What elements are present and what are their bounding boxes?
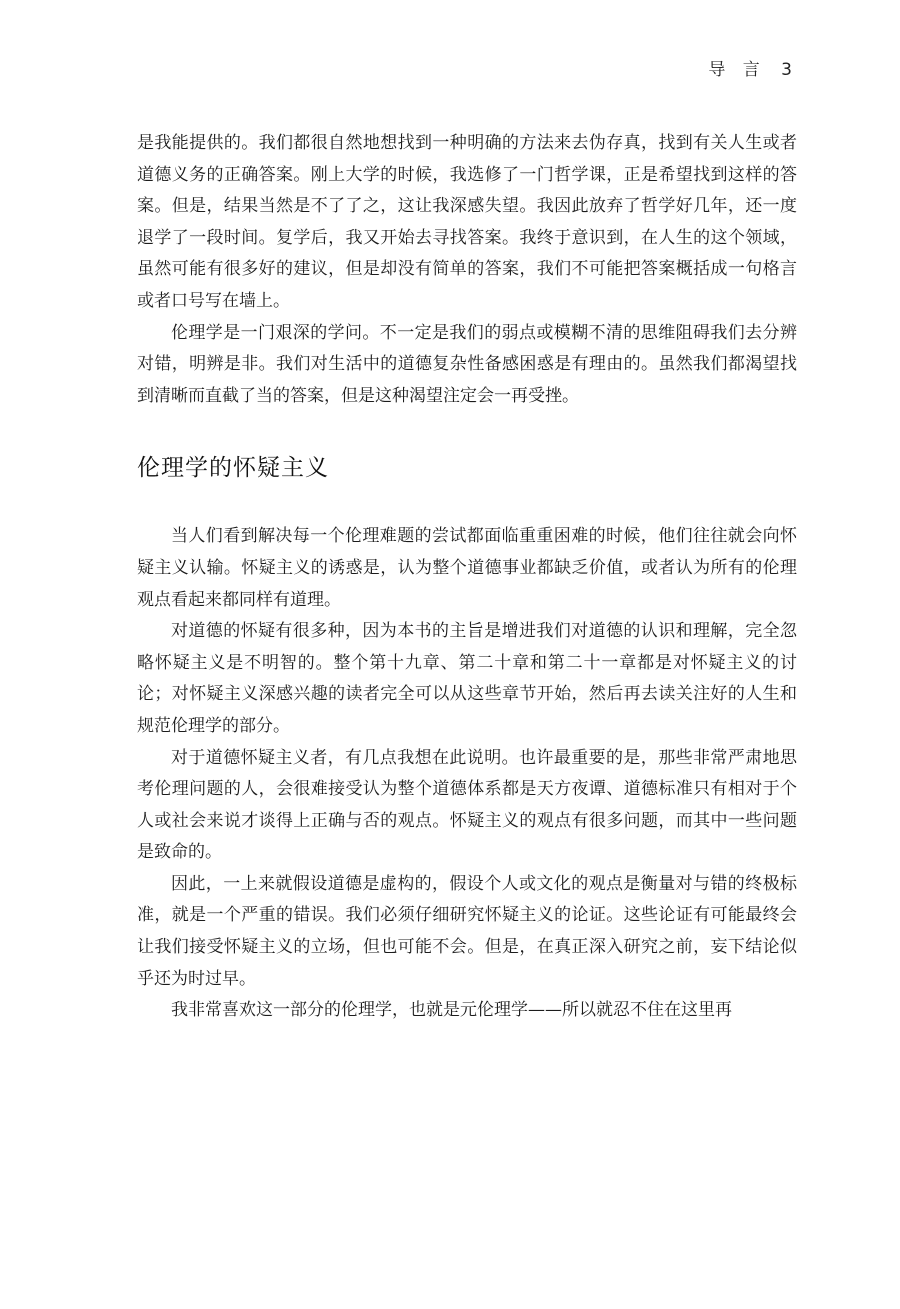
- running-title: 导 言: [708, 60, 766, 80]
- page-number: 3: [781, 60, 792, 80]
- paragraph-truncated: 我非常喜欢这一部分的伦理学，也就是元伦理学——所以就忍不住在这里再: [171, 1000, 732, 1021]
- page-body: [137, 128, 797, 1027]
- paragraph: 因此，一上来就假设道德是虚构的，假设个人或文化的观点是衡量对与错的终极标准，就是一个严重的错误。我们必须仔细研究怀疑主义的论证。这些论证有可能最终会让我们接受怀疑主义的立场，但也可能不会。但是，在真正深入研究之前，妄下结论似乎还为时过早。: [137, 873, 797, 989]
- section-heading: 伦理学的怀疑主义: [137, 455, 329, 482]
- paragraph: 对道德的怀疑有很多种，因为本书的主旨是增进我们对道德的认识和理解，完全忽略怀疑主义是不明智的。整个第十九章、第二十章和第二十一章都是对怀疑主义的讨论；对怀疑主义深感兴趣的读者完全可以从这些章节开始，然后再去读关注好的人生和规范伦理学的部分。: [137, 621, 797, 736]
- paragraph: 伦理学是一门艰深的学问。不一定是我们的弱点或模糊不清的思维阻碍我们去分辨对错，明辨是非。我们对生活中的道德复杂性备感困惑是有理由的。虽然我们都渴望找到清晰而直截了当的答案，但是这种渴望注定会一再受挫。: [137, 322, 797, 406]
- paragraph: 对于道德怀疑主义者，有几点我想在此说明。也许最重要的是，那些非常严肃地思考伦理问题的人，会很难接受认为整个道德体系都是天方夜谭、道德标准只有相对于个人或社会来说才谈得上正确与否的观点。怀疑主义的观点有很多问题，而其中一些问题是致命的。: [137, 747, 797, 863]
- paragraph: 当人们看到解决每一个伦理难题的尝试都面临重重困难的时候，他们往往就会向怀疑主义认输。怀疑主义的诱惑是，认为整个道德事业都缺乏价值，或者认为所有的伦理观点看起来都同样有道理。: [137, 526, 797, 610]
- paragraph-continued: 是我能提供的。我们都很自然地想找到一种明确的方法来去伪存真，找到有关人生或者道德义务的正确答案。刚上大学的时候，我选修了一门哲学课，正是希望找到这样的答案。但是，结果当然是不了了之，这让我深感失望。我因此放弃了哲学好几年，还一度退学了一段时间。复学后，我又开始去寻找答案。我终于意识到，在人生的这个领域，虽然可能有很多好的建议，但是却没有简单的答案，我们不可能把答案概括成一句格言或者口号写在墙上。: [137, 133, 797, 311]
- running-header: [708, 55, 792, 80]
